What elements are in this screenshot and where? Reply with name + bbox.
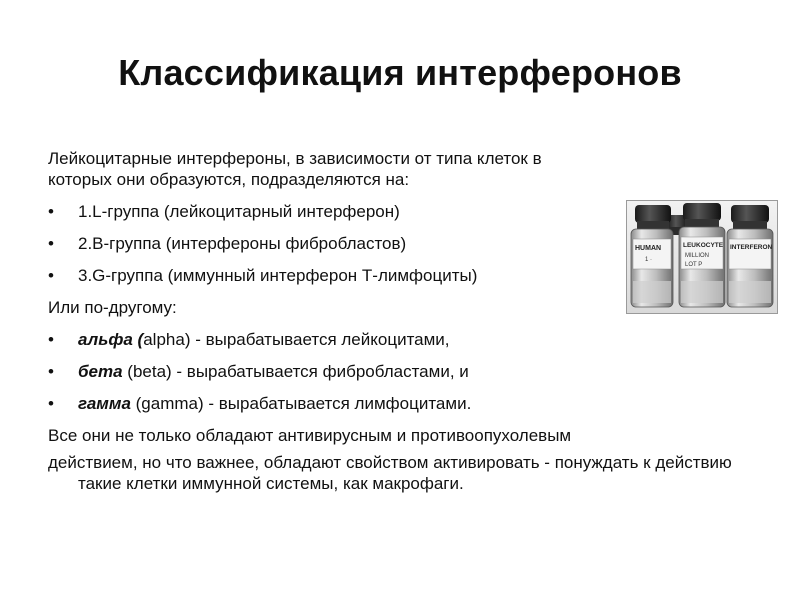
intro-paragraph: Лейкоцитарные интерфероны, в зависимости от типа клеток в которых они образуются, подразделяются на:: [48, 149, 542, 189]
bullet-glyph: •: [48, 266, 54, 285]
bullet-item-alpha: [48, 329, 768, 350]
conclusion-line-2: действием, но что важнее, обладают свойством активировать - понуждать к действию такие клетки иммунной системы, как макрофаги.: [48, 453, 732, 493]
type-name-alpha: альфа (: [78, 330, 144, 349]
bullet-text: 2.B-группа (интерфероны фибробластов): [78, 234, 407, 253]
slide-title: Классификация интерферонов: [118, 52, 682, 93]
bullet-glyph: •: [48, 394, 54, 413]
vial-1: [631, 205, 673, 307]
type-desc-beta: (beta) - вырабатывается фибробластами, и: [122, 362, 469, 381]
vials-illustration: [627, 201, 777, 313]
type-desc-gamma: (gamma) - вырабатывается лимфоцитами.: [130, 394, 472, 413]
bullet-item-gamma: [48, 393, 768, 414]
vial-1-label: HUMAN: [635, 245, 662, 252]
bullet-glyph: •: [48, 202, 54, 221]
bullet-text: 1.L-группа (лейкоцитарный интерферон): [78, 202, 400, 221]
vial-3-label: INTERFERON: [730, 244, 773, 251]
type-desc-alpha: alpha) - вырабатывается лейкоцитами,: [143, 330, 450, 349]
type-name-gamma: гамма: [78, 394, 131, 413]
vial-3: [727, 205, 773, 307]
bullet-glyph: •: [48, 330, 54, 349]
bullet-glyph: •: [48, 234, 54, 253]
vial-2-lot: LOT P: [685, 262, 703, 268]
vial-2: [679, 203, 725, 307]
vial-2-sublabel: MILLION: [685, 253, 710, 259]
alt-heading: Или по-другому:: [48, 298, 177, 317]
bullet-item-beta: [48, 361, 768, 382]
interferon-vials-photo: [626, 200, 778, 314]
conclusion-line-1: Все они не только обладают антивирусным и противоопухолевым: [48, 426, 572, 445]
vial-2-label: LEUKOCYTE: [683, 242, 724, 249]
bullet-glyph: •: [48, 362, 54, 381]
vial-1-sublabel: 1 ·: [645, 257, 653, 263]
bullet-text: 3.G-группа (иммунный интерферон Т-лимфоциты): [78, 266, 478, 285]
type-name-beta: бета: [78, 362, 123, 381]
